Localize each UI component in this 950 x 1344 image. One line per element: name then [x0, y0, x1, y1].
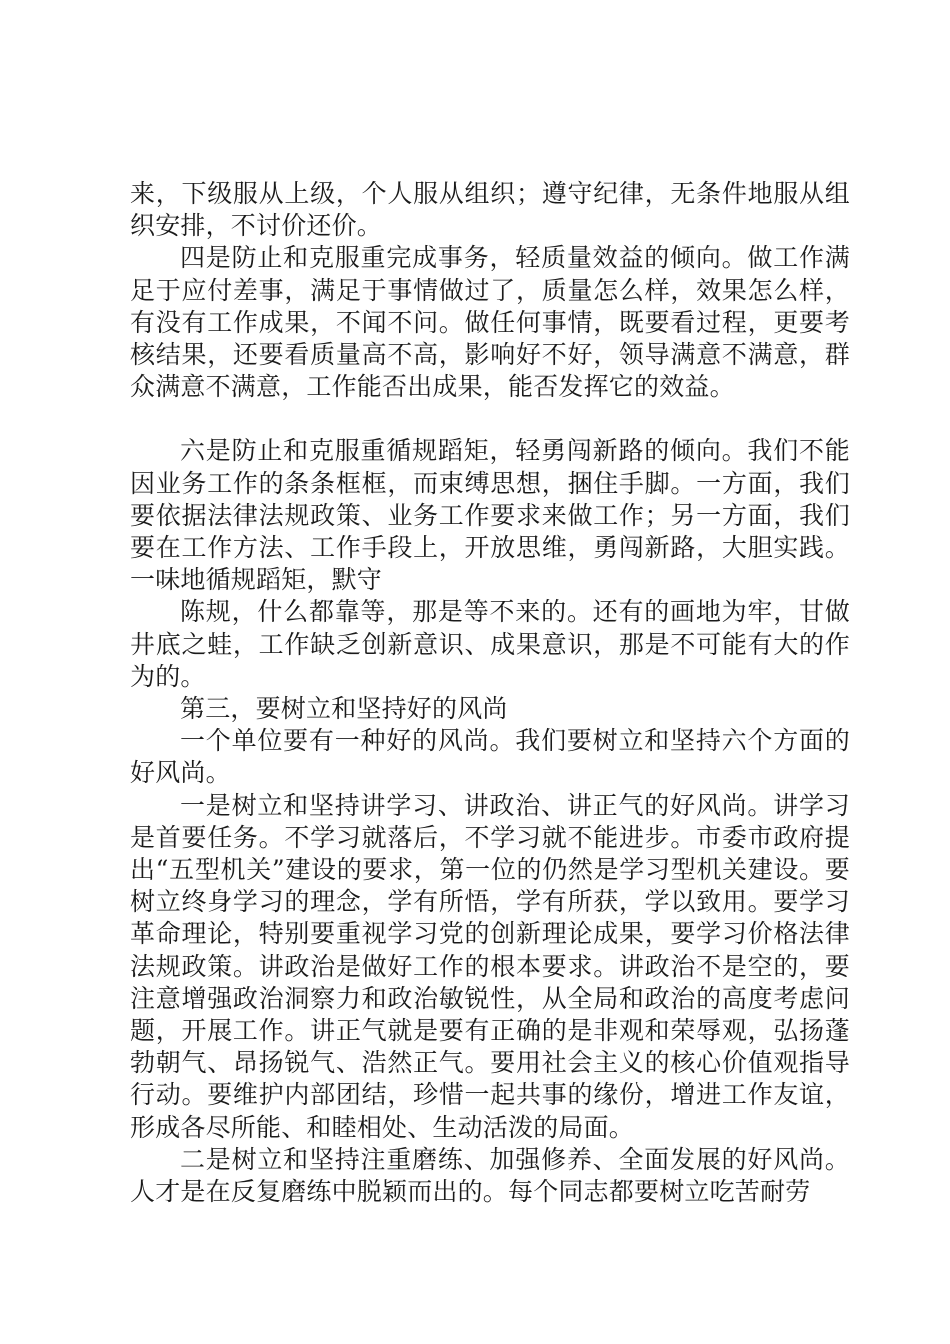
paragraph-section-intro: 一个单位要有一种好的风尚。我们要树立和坚持六个方面的好风尚。	[130, 726, 850, 788]
document-body	[130, 178, 850, 1208]
paragraph-continuation: 来，下级服从上级，个人服从组织；遵守纪律，无条件地服从组织安排，不讨价还价。	[130, 179, 850, 241]
paragraph-item-one: 一是树立和坚持讲学习、讲政治、讲正气的好风尚。讲学习是首要任务。不学习就落后，不学习就不能进步。市委市政府提出“五型机关”建设的要求，第一位的仍然是学习型机关建设。要树立终身学习的理念，学有所悟，学有所获，学以致用。要学习革命理论，特别要重视学习党的创新理论成果，要学习价格法律法规政策。讲政治是做好工作的根本要求。讲政治不是空的，要注意增强政治洞察力和政治敏锐性，从全局和政治的高度考虑问题，开展工作。讲正气就是要有正确的是非观和荣辱观，弘扬蓬勃朝气、昂扬锐气、浩然正气。要用社会主义的核心价值观指导行动。要维护内部团结，珍惜一起共事的缘份，增进工作友谊，形成各尽所能、和睦相处、生动活泼的局面。	[130, 790, 850, 1142]
paragraph-item-two: 二是树立和坚持注重磨练、加强修养、全面发展的好风尚。人才是在反复磨练中脱颖而出的。每个同志都要树立吃苦耐劳	[130, 1144, 850, 1207]
paragraph-point-four: 四是防止和克服重完成事务，轻质量效益的倾向。做工作满足于应付差事，满足于事情做过了，质量怎么样，效果怎么样，有没有工作成果，不闻不问。做任何事情，既要看过程，更要考核结果，还要看质量高不高，影响好不好，领导满意不满意，群众满意不满意，工作能否出成果，能否发挥它的效益。	[130, 243, 850, 402]
paragraph-point-six: 六是防止和克服重循规蹈矩，轻勇闯新路的倾向。我们不能因业务工作的条条框框，而束缚思想，捆住手脚。一方面，我们要依据法律法规政策、业务工作要求来做工作；另一方面，我们要在工作方法、工作手段上，开放思维，勇闯新路，大胆实践。一味地循规蹈矩，默守	[130, 436, 850, 595]
paragraph-point-six-continued: 陈规，什么都靠等，那是等不来的。还有的画地为牢，甘做井底之蛙，工作缺乏创新意识、成果意识，那是不可能有大的作为的。	[130, 597, 850, 691]
section-heading-third: 第三，要树立和坚持好的风尚	[180, 694, 508, 724]
